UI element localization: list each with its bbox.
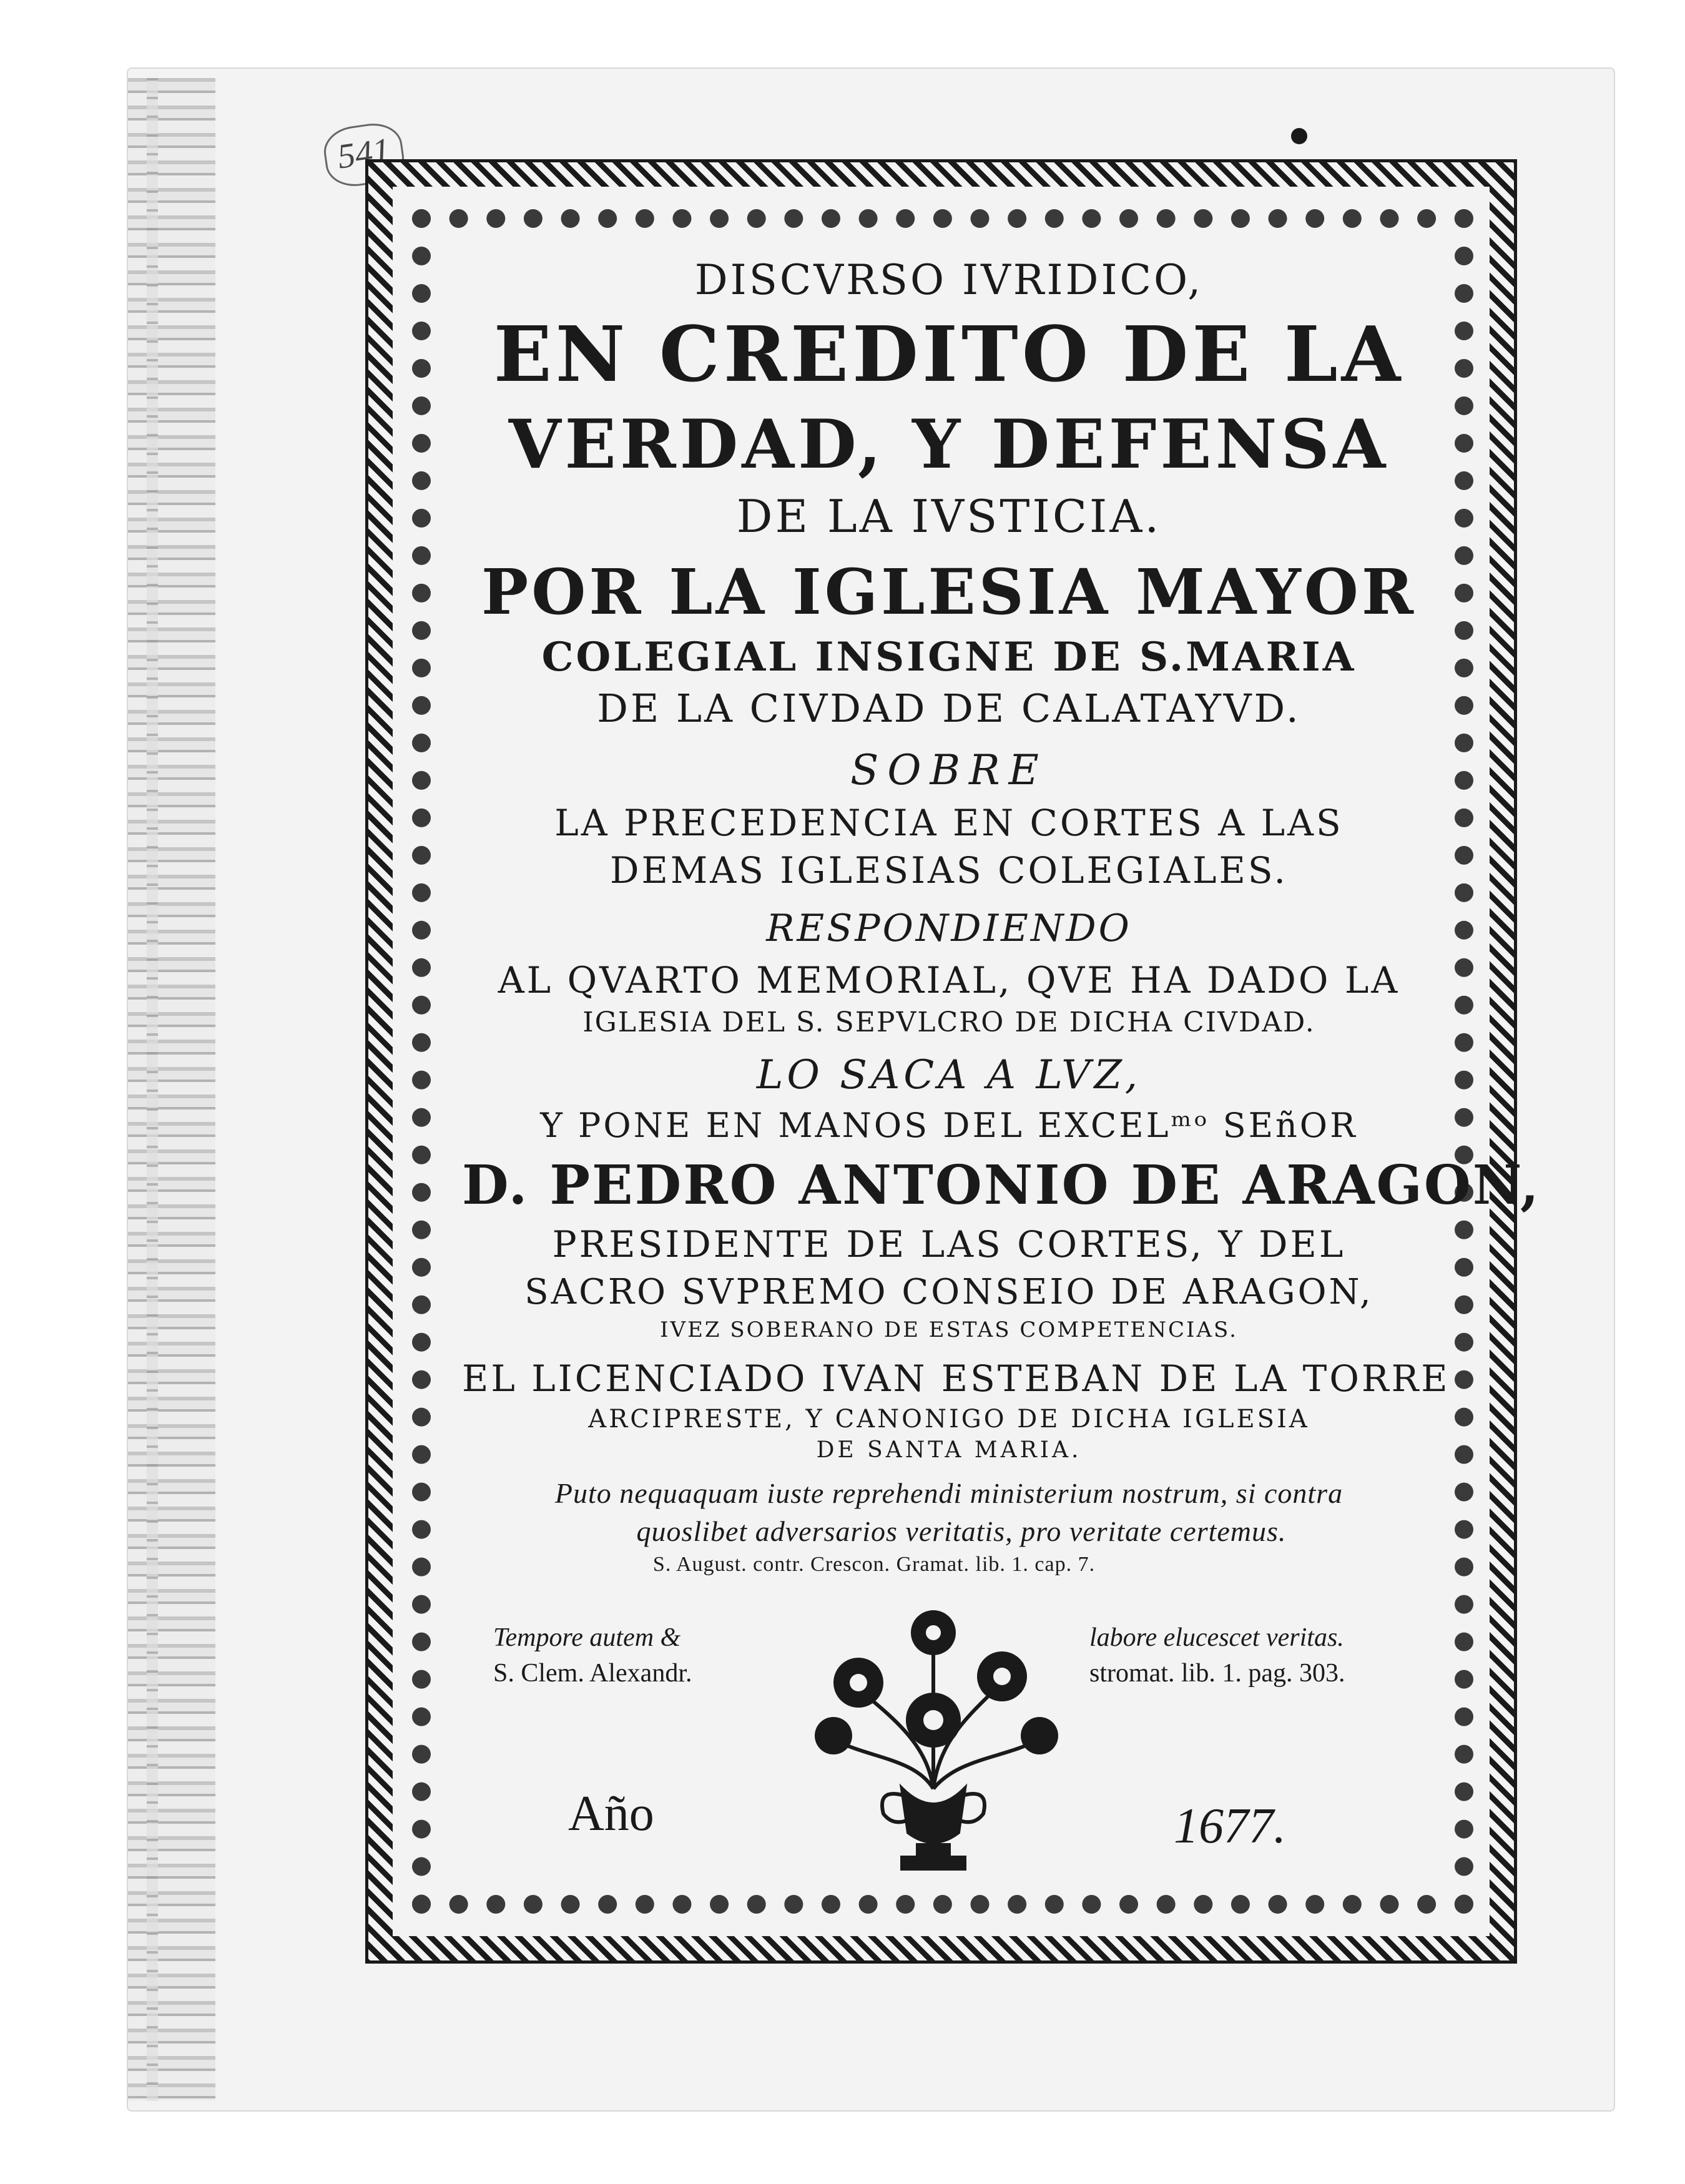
motto-left-text: Tempore autem & xyxy=(493,1623,681,1652)
title-line-7: DE LA CIVDAD DE CALATAYVD. xyxy=(597,686,1301,731)
title-line-4: DE LA IVSTICIA. xyxy=(736,490,1162,543)
motto-right-source: stromat. lib. 1. pag. 303. xyxy=(1089,1658,1345,1688)
title-line-16: D. PEDRO ANTONIO DE ARAGON, xyxy=(462,1154,1541,1217)
title-line-17: PRESIDENTE DE LAS CORTES, Y DEL xyxy=(552,1223,1346,1266)
title-line-5: POR LA IGLESIA MAYOR xyxy=(481,555,1417,629)
title-line-8: SOBRE xyxy=(850,746,1048,794)
imprint-year-number: 1677. xyxy=(1174,1799,1286,1854)
author-line-2: ARCIPRESTE, Y CANONIGO DE DICHA IGLESIA xyxy=(588,1405,1310,1434)
imprint-year-word: Año xyxy=(568,1786,654,1841)
epigraph-source: S. August. contr. Crescon. Gramat. lib. 1. cap. 7. xyxy=(652,1553,1096,1576)
title-line-11: RESPONDIENDO xyxy=(766,907,1132,950)
motto-right-text: labore elucescet veritas. xyxy=(1089,1623,1344,1652)
title-line-1: DISCVRSO IVRIDICO, xyxy=(694,256,1204,304)
motto-left-source: S. Clem. Alexandr. xyxy=(493,1658,692,1688)
title-line-13: IGLESIA DEL S. SEPVLCRO DE DICHA CIVDAD. xyxy=(582,1006,1315,1038)
author-line-3: DE SANTA MARIA. xyxy=(816,1437,1082,1463)
title-line-3: VERDAD, Y DEFENSA xyxy=(508,405,1390,484)
title-line-19: IVEZ SOBERANO DE ESTAS COMPETENCIAS. xyxy=(660,1317,1238,1342)
title-line-12: AL QVARTO MEMORIAL, QVE HA DADO LA xyxy=(498,959,1400,1001)
epigraph-line-2: quoslibet adversarios veritatis, pro veritate certemus. xyxy=(636,1515,1287,1547)
title-line-15: Y PONE EN MANOS DEL EXCELᵐᵒ SEñOR xyxy=(540,1106,1358,1145)
motto-left xyxy=(493,1620,692,1691)
title-line-6: COLEGIAL INSIGNE DE S.MARIA xyxy=(541,634,1357,681)
folio-number: 541 xyxy=(321,120,407,190)
title-line-18: SACRO SVPREMO CONSEIO DE ARAGON, xyxy=(524,1272,1373,1312)
title-line-2: EN CREDITO DE LA xyxy=(493,309,1405,399)
title-line-14: LO SACA A LVZ, xyxy=(756,1052,1142,1098)
ink-dot xyxy=(1291,128,1307,144)
book-spine-binding xyxy=(128,78,215,2101)
title-page-text xyxy=(462,250,1541,1577)
title-line-10: DEMAS IGLESIAS COLEGIALES. xyxy=(610,849,1288,892)
motto-right xyxy=(1089,1620,1345,1691)
epigraph-line-1: Puto nequaquam iuste reprehendi ministerium nostrum, si contra xyxy=(554,1477,1344,1509)
flower-vase-woodcut-icon xyxy=(790,1583,1077,1882)
title-line-9: LA PRECEDENCIA EN CORTES A LAS xyxy=(554,802,1344,844)
author-line-1: EL LICENCIADO IVAN ESTEBAN DE LA TORRE xyxy=(462,1357,1450,1400)
